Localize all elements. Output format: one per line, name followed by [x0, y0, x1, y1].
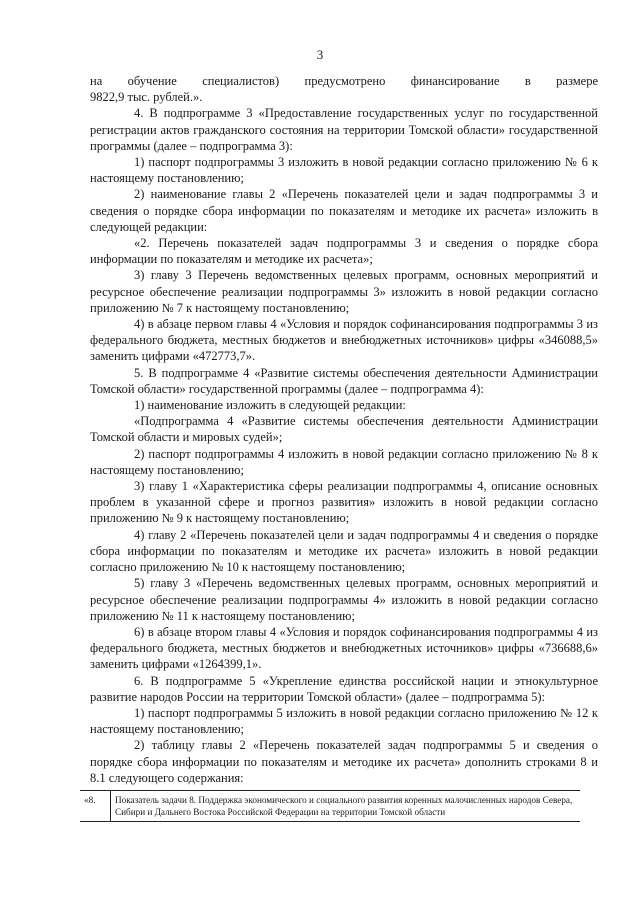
- paragraph: 1) паспорт подпрограммы 3 изложить в новой редакции согласно приложению № 6 к настоящему постановлению;: [90, 155, 598, 186]
- paragraph: 1) наименование изложить в следующей редакции:: [134, 398, 406, 413]
- paragraph: 4. В подпрограмме 3 «Предоставление государственных услуг по государственной регистрации актов гражданского состояния на территории Томской области» государственной программы (далее – подпрограмма 3):: [90, 106, 598, 153]
- paragraph: «2. Перечень показателей задач подпрограммы 3 и сведения о порядке сбора информации по показателям и методике их расчета»;: [90, 236, 598, 267]
- paragraph: 5) главу 3 «Перечень ведомственных целевых программ, основных мероприятий и ресурсное обеспечение реализации подпрограммы 4» изложить в новой редакции согласно приложению № 11 к настоящему постановлению;: [90, 576, 598, 623]
- paragraph: 6) в абзаце втором главы 4 «Условия и порядок софинансирования подпрограммы 4 из федерального бюджета, местных бюджетов и внебюджетных источников» цифры «736688,6» заменить цифрами «1264399,1».: [90, 624, 598, 672]
- page-number: 3: [316, 47, 324, 62]
- paragraph: «Подпрограмма 4 «Развитие системы обеспечения деятельности Администрации Томской области и мировых судей»;: [90, 414, 598, 445]
- paragraph: 1) паспорт подпрограммы 5 изложить в новой редакции согласно приложению № 12 к настоящему постановлению;: [90, 705, 598, 737]
- paragraph: на обучение специалистов) предусмотрено финансирование в размере: [90, 74, 598, 88]
- paragraph: 2) паспорт подпрограммы 4 изложить в новой редакции согласно приложению № 8 к настоящему постановлению;: [90, 446, 598, 477]
- paragraph: 2) наименование главы 2 «Перечень показателей цели и задач подпрограммы 3 и сведения о порядке сбора информации по показателям и методике их расчета» изложить в следующей редакции:: [90, 187, 598, 234]
- paragraph: 3) главу 1 «Характеристика сферы реализации подпрограммы 4, описание основных проблем в указанной сфере и прогноз развития» изложить в новой редакции согласно приложению № 9 к настоящему постановлению;: [90, 479, 598, 526]
- paragraph: 9822,9 тыс. рублей.».: [90, 90, 203, 105]
- paragraph: 5. В подпрограмме 4 «Развитие системы обеспечения деятельности Администрации Томской области» государственной программы (далее – подпрограмма 4):: [90, 365, 598, 396]
- paragraph: 4) в абзаце первом главы 4 «Условия и порядок софинансирования подпрограммы 3 из федерального бюджета, местных бюджетов и внебюджетных источников» цифры «346088,5» заменить цифрами «472773,7».: [90, 317, 598, 364]
- table-row-text: Показатель задачи 8. Поддержка экономического и социального развития коренных малочисленных народов Севера, Сибири и Дальнего Востока Российской Федерации на территории Томской области: [115, 795, 573, 817]
- document-body: [90, 73, 598, 786]
- table-row-number: «8.: [80, 791, 111, 821]
- paragraph: 2) таблицу главы 2 «Перечень показателей задач подпрограммы 5 и сведения о порядке сбора информации по показателям и методике их расчета» дополнить строками 8 и 8.1 следующего содержания:: [90, 738, 598, 785]
- paragraph: 3) главу 3 Перечень ведомственных целевых программ, основных мероприятий и ресурсное обеспечение реализации подпрограммы 3» изложить в новой редакции согласно приложению № 7 к настоящему постановлению;: [90, 268, 598, 315]
- paragraph: 6. В подпрограмме 5 «Укрепление единства российской нации и этнокультурное развитие народов России на территории Томской области» (далее – подпрограмма 5):: [90, 673, 598, 704]
- table-row: [80, 791, 580, 821]
- paragraph: 4) главу 2 «Перечень показателей цели и задач подпрограммы 4 и сведения о порядке сбора информации по показателям и методике их расчета» изложить в новой редакции согласно приложению № 10 к настоящему постановлению;: [90, 527, 598, 575]
- indicator-table: [80, 790, 580, 822]
